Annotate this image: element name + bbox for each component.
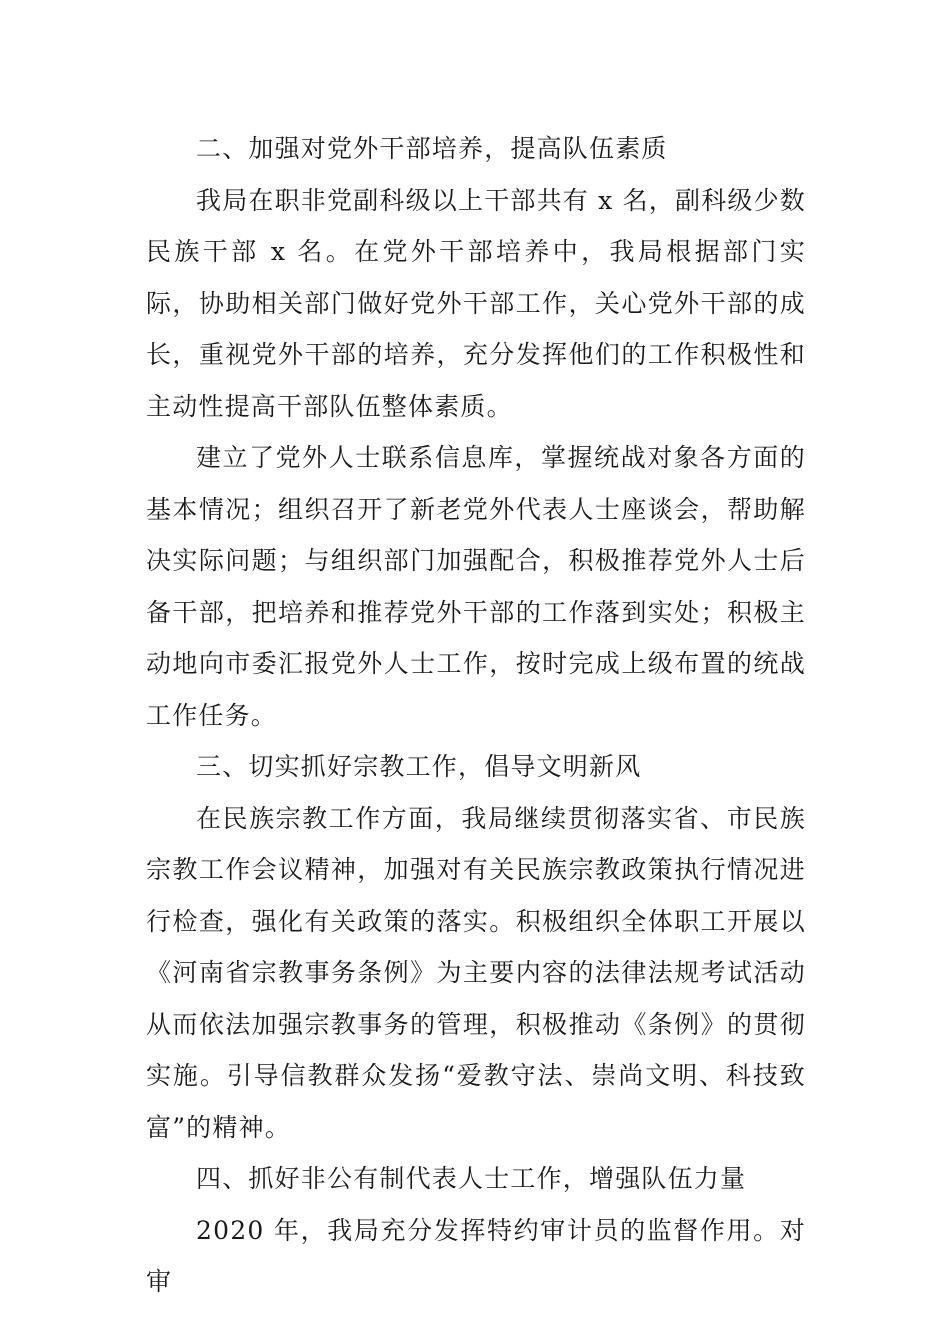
body-paragraph: 2020 年，我局充分发挥特约审计员的监督作用。对审 [146, 1215, 806, 1296]
section-heading-2: 二、加强对党外干部培养，提高队伍素质 [196, 134, 668, 163]
body-paragraph: 在民族宗教工作方面，我局继续贯彻落实省、市民族宗教工作会议精神，加强对有关民族宗教政策执行情况进行检查，强化有关政策的落实。积极组织全体职工开展以《河南省宗教事务条例》为主要内容的法律法规考试活动从而依法加强宗教事务的管理，积极推动《条例》的贯彻实施。引导信教群众发扬“爱教守法、崇尚文明、科技致富”的精神。 [146, 803, 806, 1142]
body-paragraph: 我局在职非党副科级以上干部共有 x 名，副科级少数民族干部 x 名。在党外干部培养中，我局根据部门实际，协助相关部门做好党外干部工作，关心党外干部的成长，重视党外干部的培养，充分发挥他们的工作积极性和主动性提高干部队伍整体素质。 [146, 185, 806, 421]
section-heading-3: 三、切实抓好宗教工作，倡导文明新风 [196, 752, 642, 781]
section-heading-4: 四、抓好非公有制代表人士工作，增强队伍力量 [196, 1164, 747, 1193]
document-body [146, 123, 806, 1308]
body-paragraph: 建立了党外人士联系信息库，掌握统战对象各方面的基本情况；组织召开了新老党外代表人士座谈会，帮助解决实际问题；与组织部门加强配合，积极推荐党外人士后备干部，把培养和推荐党外干部的工作落到实处；积极主动地向市委汇报党外人士工作，按时完成上级布置的统战工作任务。 [146, 443, 806, 730]
